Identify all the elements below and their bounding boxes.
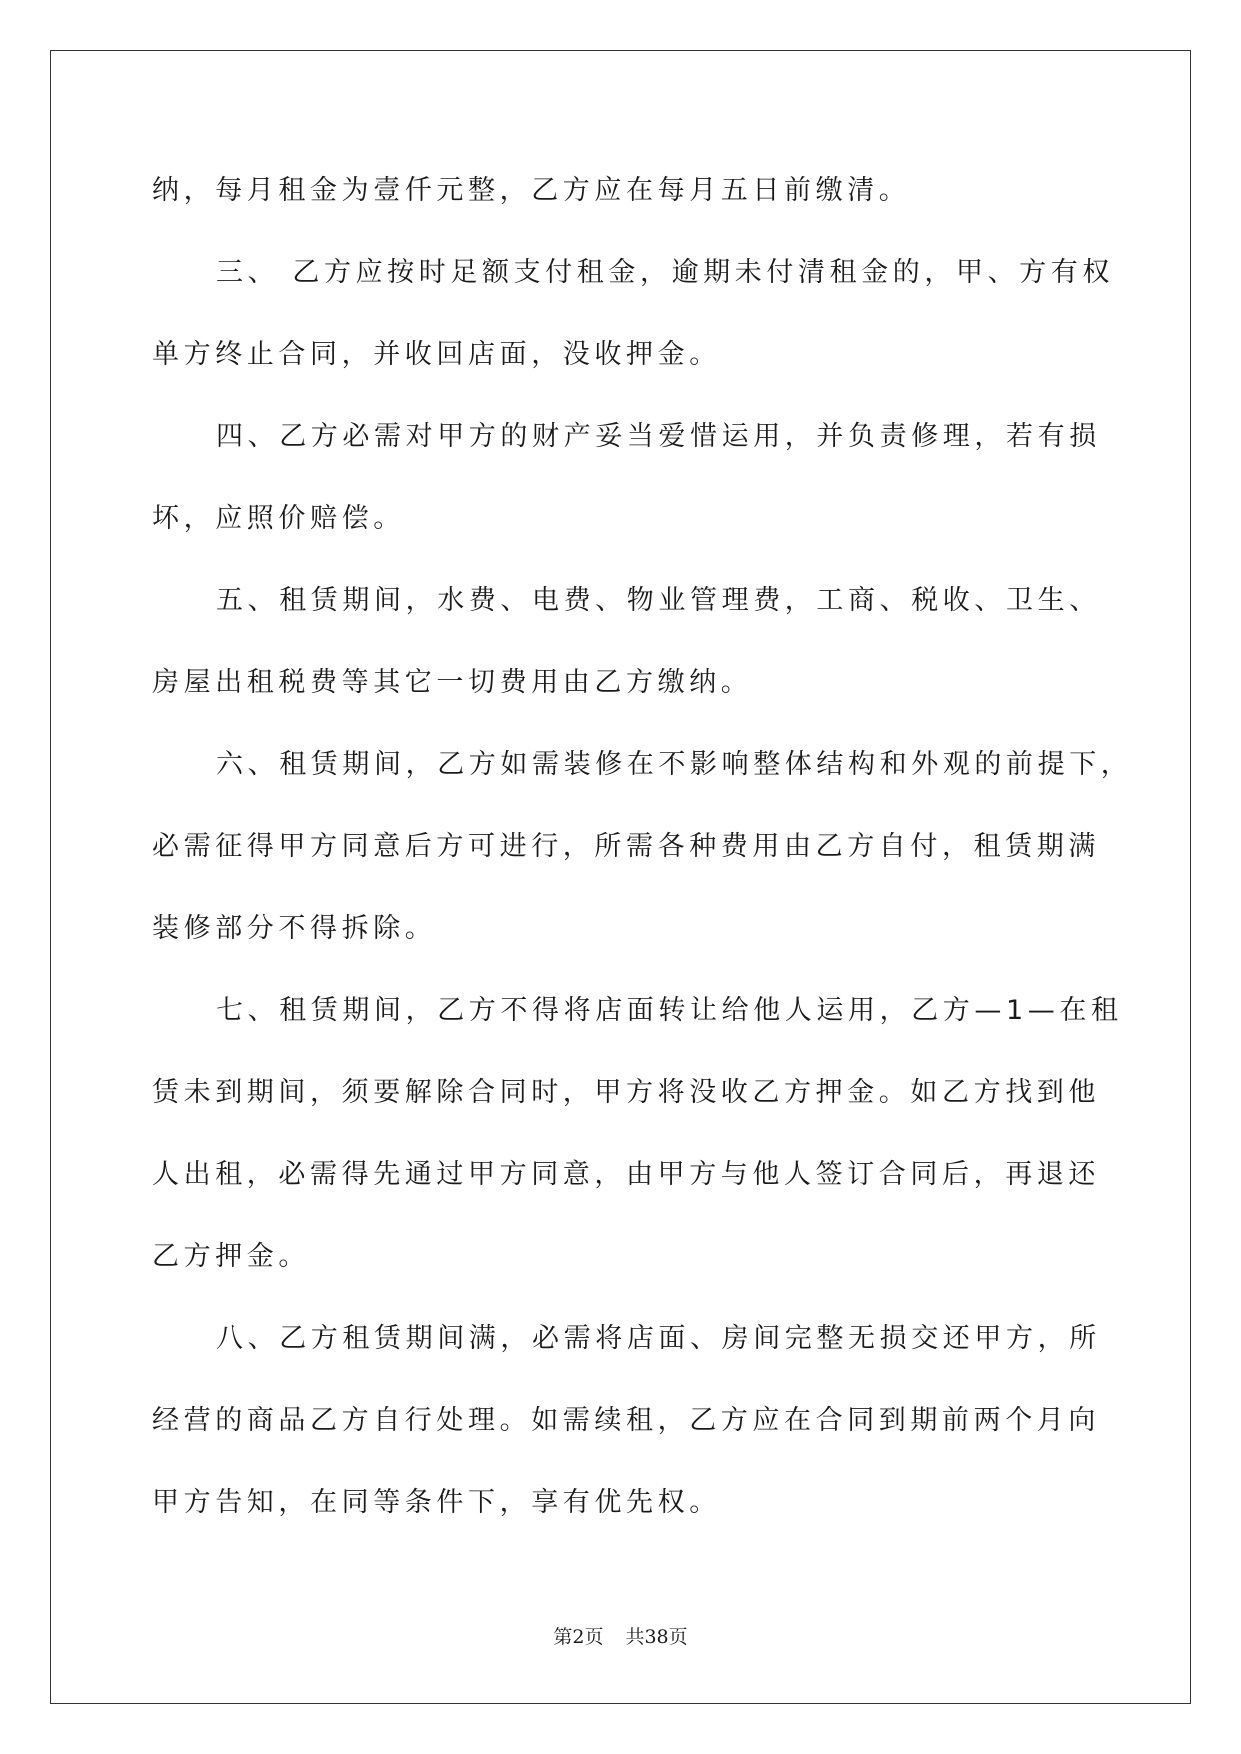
text-line: 三、 乙方应按时足额支付租金，逾期未付清租金的，甲、方有权: [216, 257, 1114, 288]
text-line: 房屋出租税费等其它一切费用由乙方缴纳。: [152, 667, 753, 698]
text-line: 单方终止合同，并收回店面，没收押金。: [152, 339, 721, 370]
page-footer: [0, 1622, 1241, 1649]
text-line: 装修部分不得拆除。: [152, 913, 437, 944]
text-line: 纳，每月租金为壹仟元整，乙方应在每月五日前缴清。: [152, 175, 911, 206]
text-line: 四、乙方必需对甲方的财产妥当爱惜运用，并负责修理，若有损: [216, 421, 1101, 452]
total-pages: 共38页: [625, 1626, 688, 1648]
text-line: 五、租赁期间，水费、电费、物业管理费，工商、税收、卫生、: [216, 585, 1101, 616]
text-line: 经营的商品乙方自行处理。如需续租，乙方应在合同到期前两个月向: [152, 1405, 1100, 1436]
text-line: 赁未到期间，须要解除合同时，甲方将没收乙方押金。如乙方找到他: [152, 1077, 1100, 1108]
text-line: 六、租赁期间，乙方如需装修在不影响整体结构和外观的前提下，: [216, 749, 1133, 780]
text-line: 必需征得甲方同意后方可进行，所需各种费用由乙方自付，租赁期满: [152, 831, 1100, 862]
text-line: 乙方押金。: [152, 1241, 310, 1272]
text-line: 坏，应照价赔偿。: [152, 503, 405, 534]
text-line: 人出租，必需得先通过甲方同意，由甲方与他人签订合同后，再退还: [152, 1159, 1100, 1190]
document-body: [152, 168, 1133, 1562]
text-line: 八、乙方租赁期间满，必需将店面、房间完整无损交还甲方，所: [216, 1323, 1101, 1354]
page-number: 第2页: [553, 1626, 604, 1648]
text-line: 甲方告知，在同等条件下，享有优先权。: [152, 1487, 721, 1518]
text-line: 七、租赁期间，乙方不得将店面转让给他人运用，乙方—1—在租: [216, 995, 1123, 1026]
